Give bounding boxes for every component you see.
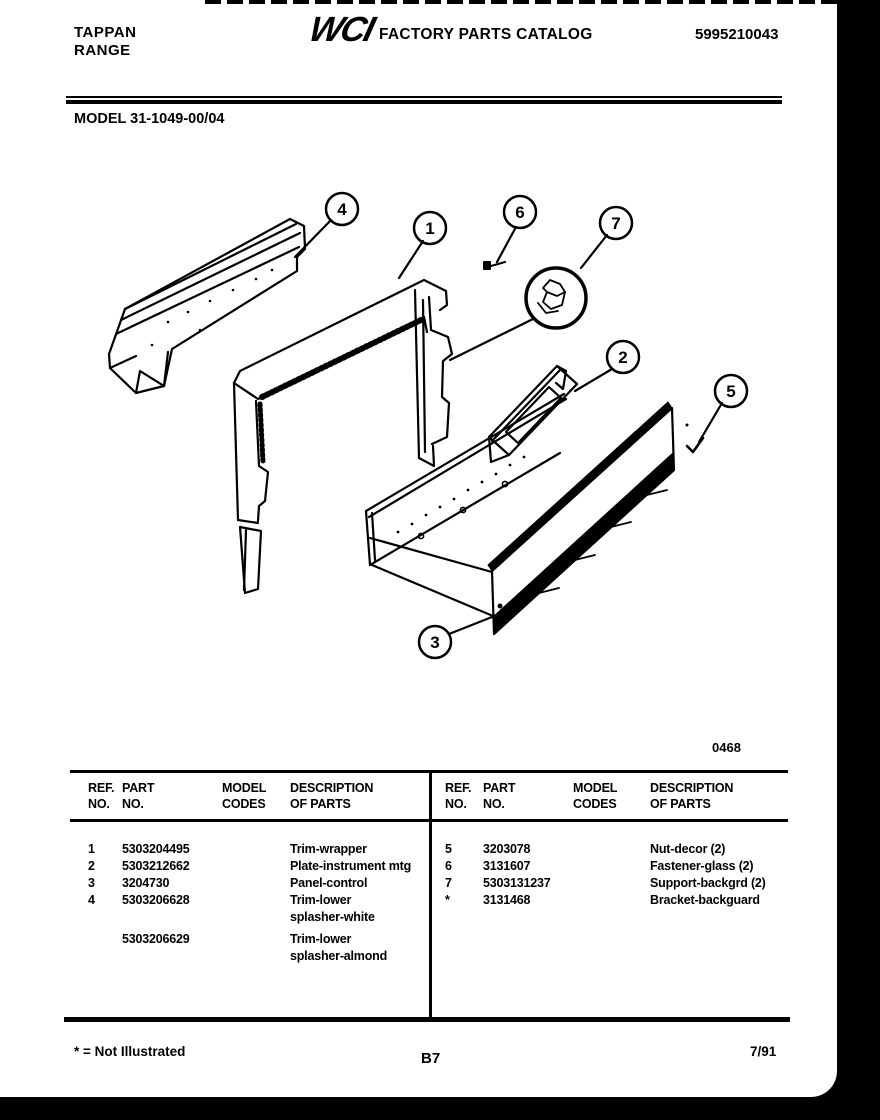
callout-1 [414, 212, 446, 244]
codes-cell [573, 875, 650, 892]
parts-table-left [88, 841, 450, 965]
description-cell: Support-backgrd (2) [650, 876, 766, 890]
figure-code: 0468 [712, 740, 741, 755]
description-cell: Trim-wrapper [290, 842, 367, 856]
part-row [88, 931, 450, 965]
brand-line-2: RANGE [74, 42, 131, 59]
description-cell: Fastener-glass (2) [650, 859, 754, 873]
svg-text:6: 6 [515, 203, 525, 222]
revision-date: 7/91 [750, 1044, 777, 1059]
codes-cell [222, 931, 290, 965]
col-header-model-left: MODEL CODES [222, 781, 267, 811]
catalog-title: FACTORY PARTS CATALOG [379, 26, 593, 43]
scan-edge-right [837, 0, 880, 1120]
ref-cell: 5 [445, 842, 452, 856]
description-cell: Trim-lower splasher-white [290, 893, 375, 924]
description-cell: Plate-instrument mtg [290, 859, 412, 873]
support-detail-circle [450, 235, 607, 360]
ref-cell: 3 [88, 876, 95, 890]
brand-line-1: TAPPAN [74, 24, 137, 41]
part-cell: 3131468 [483, 893, 531, 907]
codes-cell [222, 875, 290, 892]
codes-cell [573, 858, 650, 875]
svg-text:3: 3 [430, 633, 440, 652]
glass-fastener-drawing [483, 261, 505, 270]
codes-cell [573, 841, 650, 858]
col-header-part-left: PART NO. [122, 781, 155, 811]
part-cell: 3203078 [483, 842, 531, 856]
codes-cell [573, 892, 650, 909]
svg-text:4: 4 [337, 200, 347, 219]
col-header-desc-left: DESCRIPTION OF PARTS [290, 781, 374, 811]
part-row [445, 892, 810, 909]
part-row [88, 841, 450, 858]
callout-6 [504, 196, 536, 228]
part-cell: 5303131237 [483, 876, 551, 890]
callout-7 [600, 207, 632, 239]
description-cell: Trim-lower splasher-almond [290, 932, 388, 963]
callout-5 [715, 375, 747, 407]
svg-text:5: 5 [726, 382, 736, 401]
col-header-ref-right: REF. NO. [445, 781, 472, 811]
codes-cell [222, 841, 290, 858]
part-row [445, 875, 810, 892]
part-cell: 5303204495 [122, 842, 190, 856]
table-bottom-border [64, 1017, 790, 1022]
description-cell: Nut-decor (2) [650, 842, 726, 856]
part-row [88, 875, 450, 892]
svg-text:1: 1 [425, 219, 435, 238]
scan-edge-bottom [0, 1097, 880, 1120]
ref-cell: 2 [88, 859, 95, 873]
svg-text:7: 7 [611, 214, 621, 233]
svg-text:2: 2 [618, 348, 628, 367]
part-cell: 3131607 [483, 859, 531, 873]
instrument-plate-drawing [489, 366, 577, 462]
part-cell: 5303206628 [122, 893, 190, 907]
callout-4 [326, 193, 358, 225]
publication-number: 5995210043 [695, 26, 779, 43]
col-header-part-right: PART NO. [483, 781, 516, 811]
not-illustrated-note: * = Not Illustrated [74, 1044, 186, 1059]
description-cell: Panel-control [290, 876, 368, 890]
part-cell: 5303206629 [122, 932, 190, 946]
callout-2 [607, 341, 639, 373]
part-row [88, 892, 450, 926]
trim-splasher-drawing [109, 219, 305, 393]
part-row [88, 858, 450, 875]
ref-cell: 4 [88, 893, 95, 907]
ref-cell [88, 931, 122, 965]
part-cell: 5303212662 [122, 859, 190, 873]
col-header-ref-left: REF. NO. [88, 781, 115, 811]
part-row [445, 858, 810, 875]
description-cell: Bracket-backguard [650, 893, 760, 907]
col-header-desc-right: DESCRIPTION OF PARTS [650, 781, 734, 811]
col-header-model-right: MODEL CODES [573, 781, 618, 811]
glass-panel-drawing [488, 402, 689, 634]
ref-cell: 7 [445, 876, 452, 890]
ref-cell: 1 [88, 842, 95, 856]
wci-logo: WCI [305, 10, 378, 49]
callout-3 [419, 626, 451, 658]
codes-cell [222, 858, 290, 875]
page-number: B7 [421, 1050, 441, 1067]
ref-cell: 6 [445, 859, 452, 873]
parts-table-right [445, 841, 810, 909]
part-cell: 3204730 [122, 876, 170, 890]
ref-cell: * [445, 893, 450, 907]
model-number: MODEL 31-1049-00/04 [74, 111, 225, 127]
trim-wrapper-drawing [234, 280, 452, 593]
part-row [445, 841, 810, 858]
codes-cell [222, 892, 290, 926]
